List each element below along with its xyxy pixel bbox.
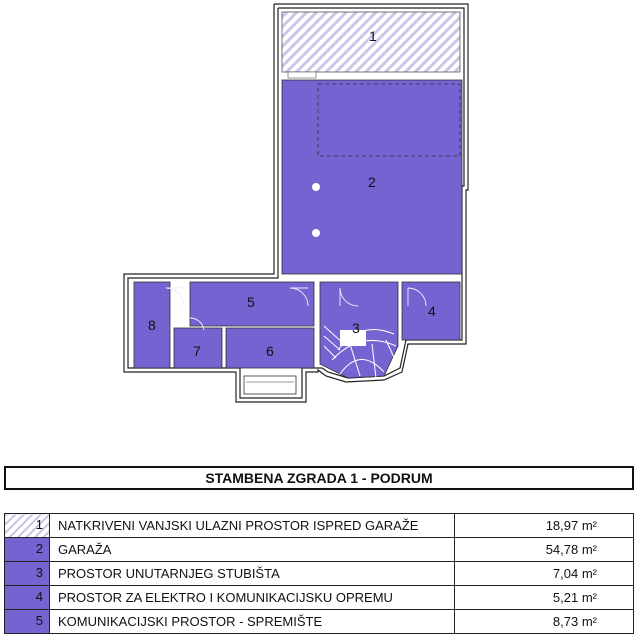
room-1-edge (288, 72, 316, 78)
legend-area: 5,21 m² (455, 586, 634, 610)
legend-desc: KOMUNIKACIJSKI PROSTOR - SPREMIŠTE (50, 610, 455, 634)
legend-swatch-fill (5, 610, 50, 634)
room-label-6: 6 (266, 343, 274, 359)
legend-num: 4 (35, 589, 43, 604)
room-label-3: 3 (352, 320, 360, 336)
room-label-7: 7 (193, 343, 201, 359)
legend-area: 18,97 m² (455, 514, 634, 538)
legend-desc: NATKRIVENI VANJSKI ULAZNI PROSTOR ISPRED GARAŽE (50, 514, 455, 538)
legend-row (5, 610, 634, 634)
legend-swatch-fill (5, 586, 50, 610)
legend-table (4, 513, 634, 634)
room-label-4: 4 (428, 303, 436, 319)
garage-column-1 (312, 183, 320, 191)
legend-area: 54,78 m² (455, 538, 634, 562)
legend-area: 7,04 m² (455, 562, 634, 586)
window-well (244, 376, 296, 394)
plan-title: STAMBENA ZGRADA 1 - PODRUM (4, 466, 634, 490)
legend-row (5, 514, 634, 538)
legend-area: 8,73 m² (455, 610, 634, 634)
legend-desc: PROSTOR ZA ELEKTRO I KOMUNIKACIJSKU OPREMU (50, 586, 455, 610)
room-label-2: 2 (368, 174, 376, 190)
legend-row (5, 562, 634, 586)
legend-desc: GARAŽA (50, 538, 455, 562)
garage-column-2 (312, 229, 320, 237)
legend-num: 2 (35, 541, 43, 556)
room-label-8: 8 (148, 317, 156, 333)
legend-num: 3 (35, 565, 43, 580)
legend-swatch-fill (5, 562, 50, 586)
legend-row (5, 586, 634, 610)
legend-desc: PROSTOR UNUTARNJEG STUBIŠTA (50, 562, 455, 586)
legend-swatch-fill (5, 538, 50, 562)
legend-num: 5 (35, 613, 43, 628)
room-label-1: 1 (369, 28, 377, 44)
legend-swatch-hatched (5, 514, 50, 538)
room-label-5: 5 (247, 294, 255, 310)
legend-num: 1 (35, 517, 43, 532)
legend-row (5, 538, 634, 562)
